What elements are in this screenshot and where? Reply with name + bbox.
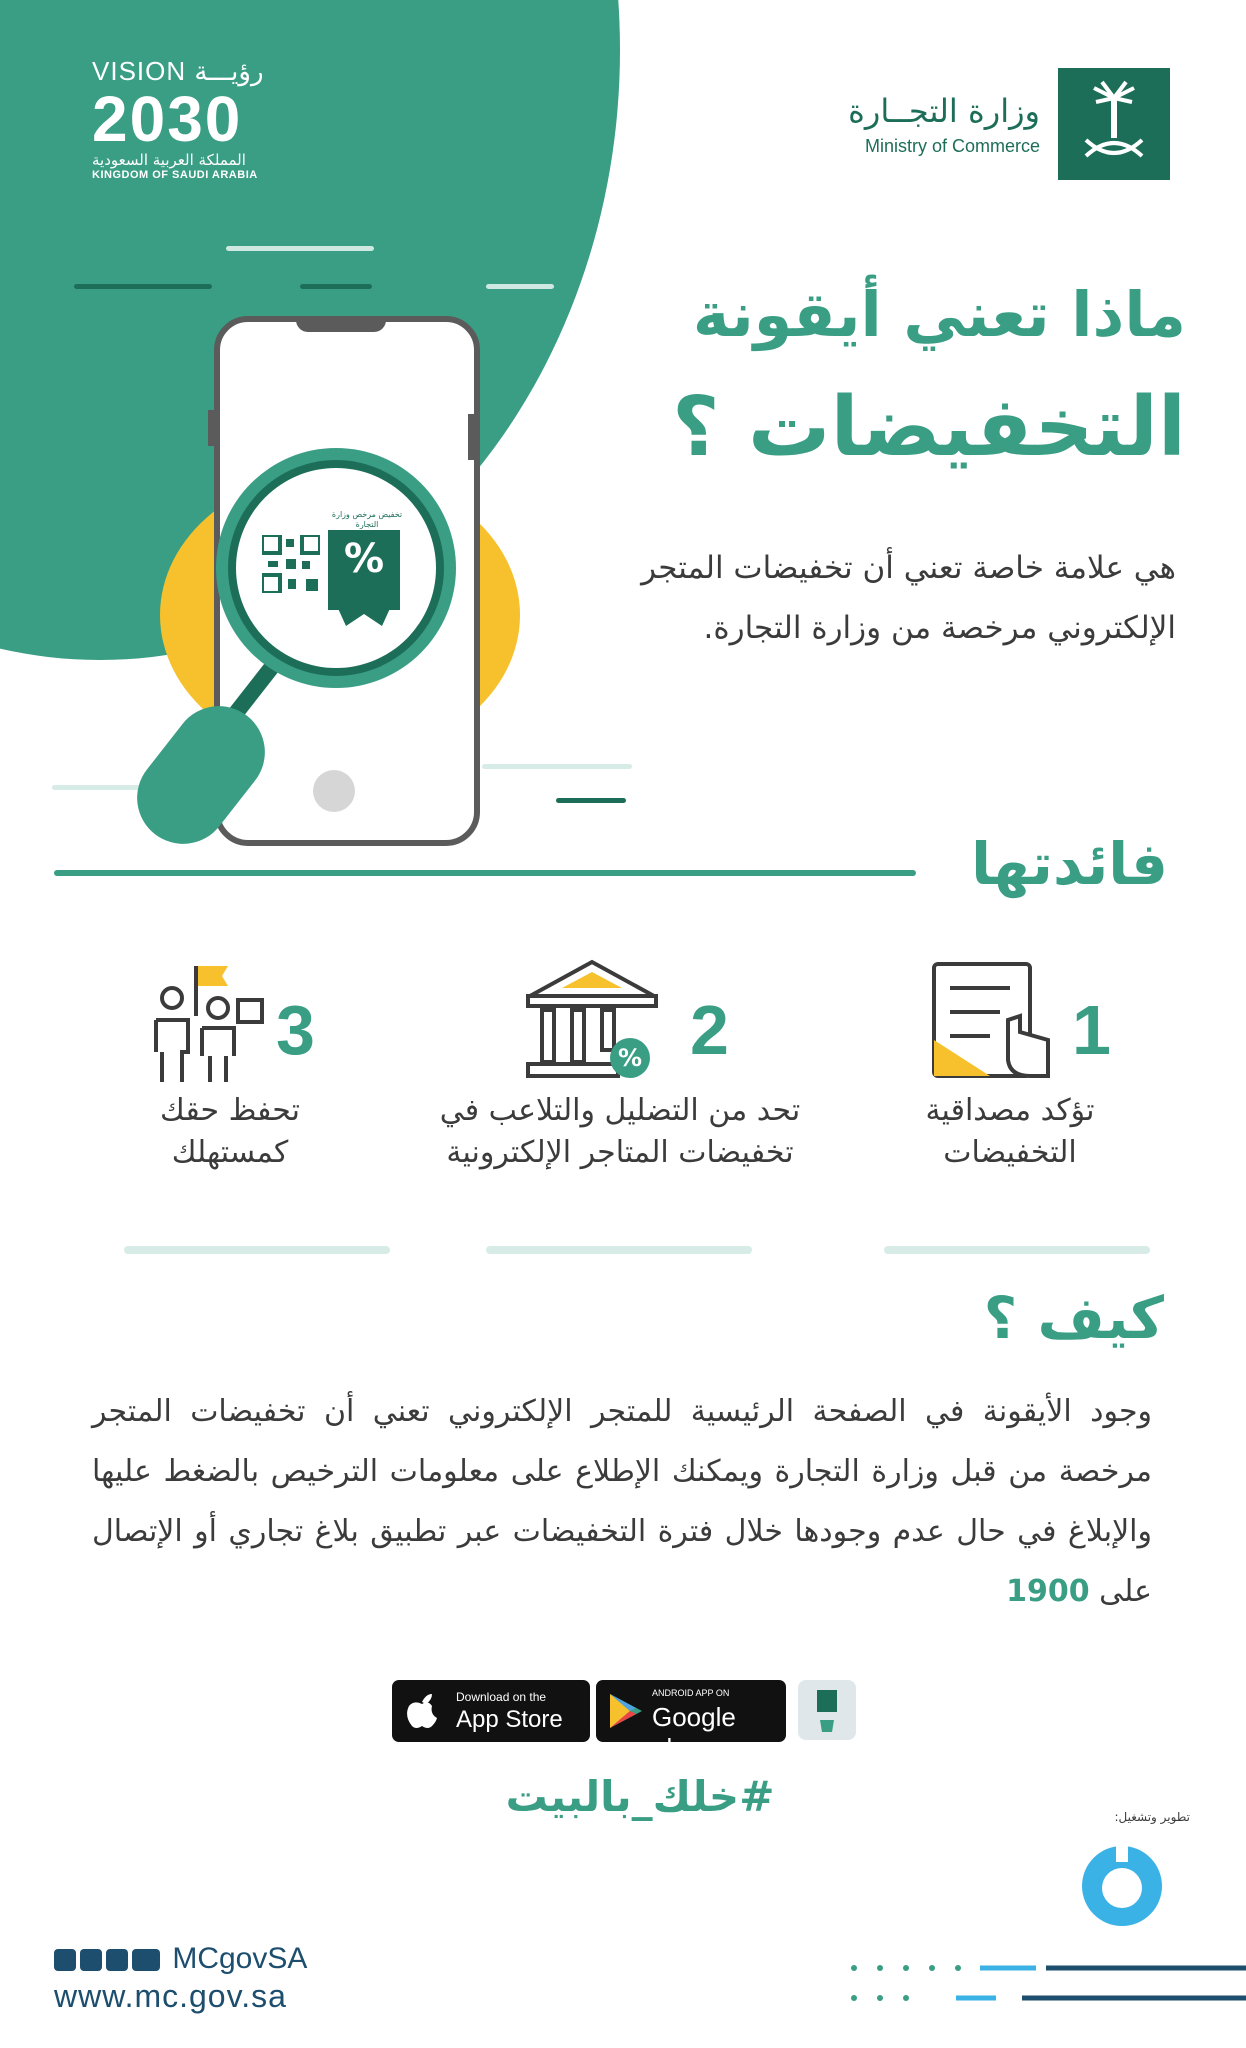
benefit-number-2: 2 bbox=[690, 991, 729, 1069]
developer-label: تطوير وتشغيل: bbox=[1114, 1810, 1190, 1824]
section-divider bbox=[54, 870, 916, 876]
benefit-underline bbox=[884, 1246, 1150, 1254]
decor-line bbox=[74, 284, 212, 289]
benefit-number-1: 1 bbox=[1072, 991, 1111, 1069]
vision-label: VISION رؤيـــة bbox=[92, 56, 264, 86]
google-play-small-label: ANDROID APP ON bbox=[652, 1688, 730, 1698]
benefits-heading: فائدتها bbox=[971, 830, 1168, 898]
page-title-line2: التخفيضات ؟ bbox=[671, 380, 1186, 475]
decor-line bbox=[482, 764, 632, 769]
phone-notch bbox=[296, 316, 386, 332]
decor-line bbox=[486, 284, 554, 289]
vision-year: 2030 bbox=[92, 83, 243, 155]
google-play-icon bbox=[608, 1692, 644, 1730]
how-heading: كيف ؟ bbox=[983, 1284, 1164, 1352]
phone-home-button bbox=[313, 770, 355, 812]
ministry-app-icon[interactable] bbox=[798, 1680, 856, 1740]
benefit-text-3: تحفظ حقك كمستهلك bbox=[160, 1093, 300, 1170]
benefit-underline bbox=[486, 1246, 752, 1254]
badge-ribbon-icon bbox=[336, 604, 392, 630]
ministry-name-ar: وزارة التجــارة bbox=[848, 92, 1040, 130]
phone-side-button bbox=[208, 410, 214, 446]
benefit-underline bbox=[124, 1246, 390, 1254]
benefit-number-3: 3 bbox=[276, 991, 315, 1069]
social-handle-row bbox=[54, 1942, 307, 1976]
instagram-icon[interactable] bbox=[106, 1949, 128, 1971]
decor-line bbox=[300, 284, 372, 289]
google-play-button[interactable] bbox=[596, 1680, 786, 1763]
youtube-icon[interactable] bbox=[132, 1949, 160, 1971]
app-store-small-label: Download on the bbox=[456, 1690, 547, 1704]
decor-line bbox=[556, 798, 626, 803]
vision-2030-logo bbox=[92, 56, 272, 181]
people-flag-icon bbox=[148, 960, 268, 1088]
hashtag-text: #خلك_بالبيت bbox=[505, 1772, 775, 1821]
google-play-label: Google play bbox=[652, 1702, 736, 1763]
apple-icon bbox=[406, 1692, 438, 1730]
svg-text:%: % bbox=[617, 1044, 643, 1072]
ministry-emblem-icon bbox=[1058, 68, 1170, 180]
twitter-icon[interactable] bbox=[54, 1949, 76, 1971]
hotline-number: 1900 bbox=[1006, 1574, 1090, 1609]
decor-dots bbox=[846, 1960, 1246, 2014]
facebook-icon[interactable] bbox=[80, 1949, 102, 1971]
qr-code-icon bbox=[262, 535, 320, 593]
decor-line bbox=[226, 246, 374, 251]
benefit-text-2: تحد من التضليل والتلاعب في تخفيضات المتاجر الإلكترونية bbox=[439, 1093, 801, 1170]
how-body-main: وجود الأيقونة في الصفحة الرئيسية للمتجر الإلكتروني تعني أن تخفيضات المتجر مرخصة من قبل وزارة التجارة ويمكنك الإطلاع على معلومات الترخيص بالضغط عليها والإبلاغ في حال عدم وجودها خلال فترة التخفيضات عبر تطبيق بلاغ تجاري أو الإتصال على bbox=[92, 1394, 1152, 1609]
how-body-text bbox=[92, 1382, 1152, 1622]
bank-percent-icon bbox=[522, 958, 662, 1086]
description-text: هي علامة خاصة تعني أن تخفيضات المتجر الإلكتروني مرخصة من وزارة التجارة. bbox=[641, 550, 1176, 646]
social-handle: MCgovSA bbox=[172, 1942, 308, 1975]
badge-caption: تخفيض مرخص وزارة التجارة bbox=[331, 510, 403, 529]
phone-side-button bbox=[468, 414, 474, 460]
page-title-line1: ماذا تعني أيقونة bbox=[692, 278, 1186, 351]
developer-logo bbox=[1076, 1836, 1168, 1928]
checklist-hand-icon bbox=[930, 960, 1050, 1084]
app-store-label: App Store bbox=[456, 1706, 563, 1733]
benefit-text-1: تؤكد مصداقية التخفيضات bbox=[925, 1093, 1095, 1170]
badge-percent: % bbox=[343, 536, 385, 582]
vision-kingdom-ar: المملكة العربية السعودية bbox=[92, 151, 246, 169]
vision-kingdom-en: KINGDOM OF SAUDI ARABIA bbox=[92, 169, 258, 181]
website-link[interactable]: www.mc.gov.sa bbox=[54, 1978, 287, 2014]
app-store-button[interactable] bbox=[392, 1680, 590, 1742]
ministry-name-en: Ministry of Commerce bbox=[864, 136, 1040, 156]
